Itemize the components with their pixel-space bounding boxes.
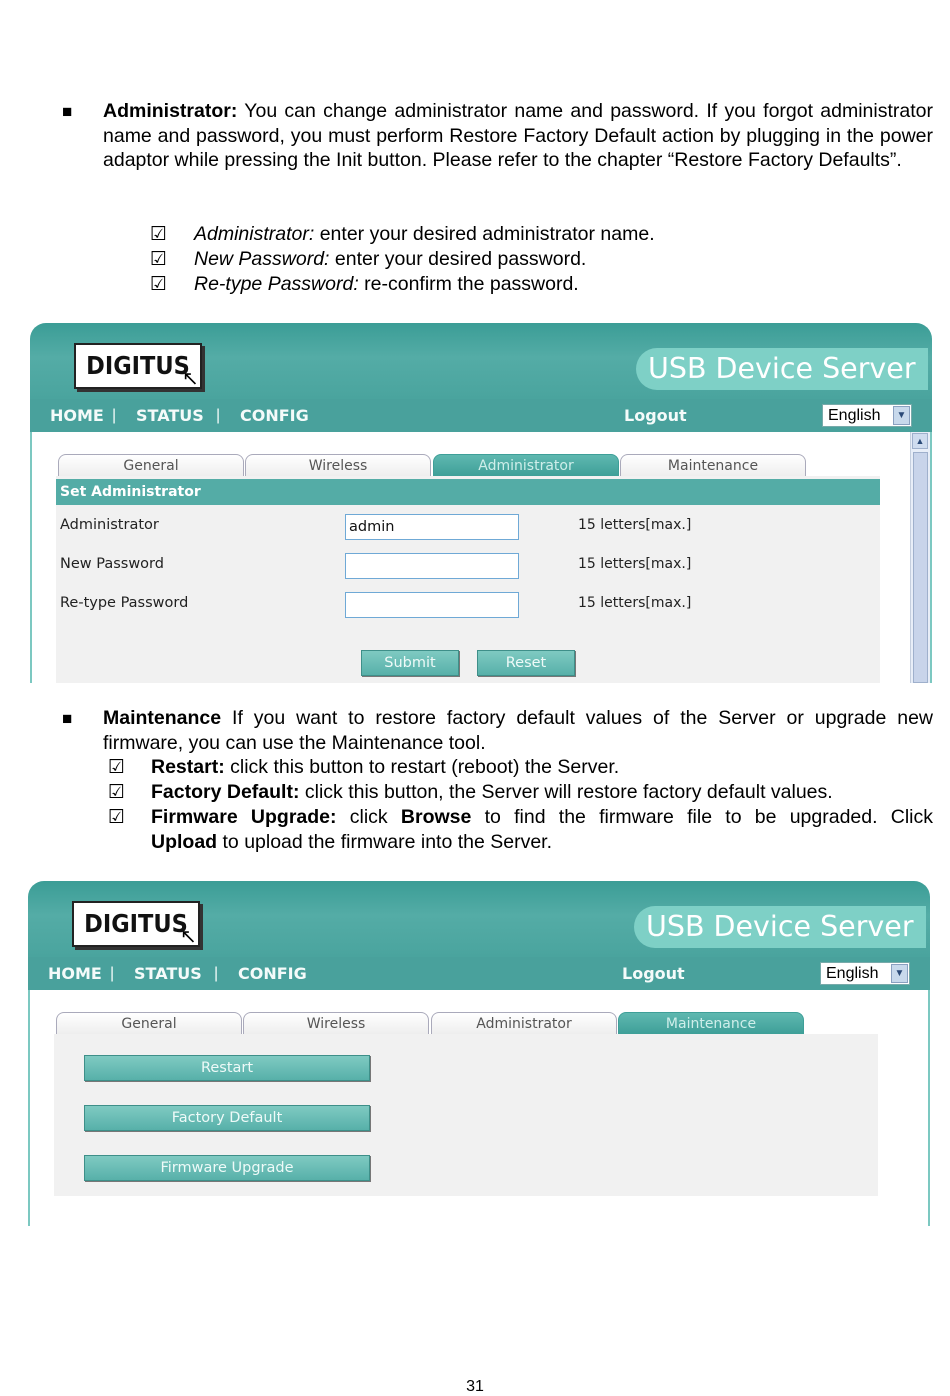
maintenance-item-firmware-line2 [151, 830, 552, 855]
nav-separator: | [110, 965, 115, 982]
maintenance-screenshot [28, 881, 930, 1226]
page-number: 31 [466, 1378, 484, 1395]
chevron-down-icon[interactable]: ▼ [891, 964, 908, 983]
admin-screenshot [30, 323, 932, 683]
item-text: enter your desired password. [329, 248, 587, 270]
tab-general[interactable]: General [56, 1012, 242, 1034]
checkbox-icon: ☑ [150, 223, 168, 245]
tab-wireless[interactable]: Wireless [245, 454, 431, 476]
admin-body [30, 432, 932, 683]
bullet-marker: ■ [62, 709, 73, 728]
new-password-input[interactable] [345, 553, 519, 579]
checkbox-icon: ☑ [150, 248, 168, 270]
checkbox-icon: ☑ [108, 781, 126, 803]
checkbox-icon: ☑ [108, 756, 126, 778]
browse-keyword: Browse [400, 806, 472, 828]
language-select[interactable] [820, 962, 910, 985]
admin-item-administrator [194, 222, 655, 247]
nav-separator: | [214, 965, 219, 982]
nav-bar [30, 399, 932, 432]
tab-wireless[interactable]: Wireless [243, 1012, 429, 1034]
reset-button[interactable]: Reset [477, 650, 575, 676]
tab-maintenance[interactable]: Maintenance [618, 1012, 804, 1034]
restart-button[interactable]: Restart [84, 1055, 370, 1081]
app-header [28, 881, 930, 957]
maintenance-text: If you want to restore factory default values of the Server or upgrade new firmware, you can use the Maintenance tool. [103, 707, 933, 754]
item-text: re-confirm the password. [358, 273, 579, 295]
field-hint: 15 letters[max.] [578, 517, 692, 533]
scroll-thumb[interactable] [913, 452, 928, 683]
item-text: click this button, the Server will restore factory default values. [299, 781, 833, 803]
tab-general[interactable]: General [58, 454, 244, 476]
nav-config[interactable]: CONFIG [238, 964, 307, 983]
item-label: Re-type Password: [194, 273, 359, 295]
field-label-new-password: New Password [60, 556, 164, 572]
item-label: Factory Default: [151, 781, 300, 803]
maintenance-item-factory-default [151, 780, 833, 805]
maintenance-panel [54, 1034, 878, 1196]
item-label: Firmware Upgrade: [151, 806, 337, 828]
admin-form [56, 476, 880, 683]
scroll-up-icon[interactable]: ▲ [912, 433, 928, 449]
logo-text: DIGITUS [84, 909, 188, 938]
item-text: click [336, 806, 401, 828]
language-select[interactable] [822, 404, 912, 427]
item-label: New Password: [194, 248, 330, 270]
field-hint: 15 letters[max.] [578, 595, 692, 611]
administrator-input[interactable]: admin [345, 514, 519, 540]
admin-item-retype-password [194, 272, 579, 297]
item-text: to find the firmware file to be upgraded. Click [471, 806, 933, 828]
item-label: Administrator: [194, 223, 315, 245]
retype-password-input[interactable] [345, 592, 519, 618]
logo-text: DIGITUS [86, 351, 190, 380]
product-banner [634, 906, 926, 948]
nav-status[interactable]: STATUS [134, 964, 202, 983]
factory-default-button[interactable]: Factory Default [84, 1105, 370, 1131]
banner-text: USB Device Server [646, 910, 914, 943]
maintenance-item-firmware-line1 [151, 805, 933, 830]
tab-administrator[interactable]: Administrator [433, 454, 619, 476]
field-hint: 15 letters[max.] [578, 556, 692, 572]
nav-config[interactable]: CONFIG [240, 406, 309, 425]
admin-text: You can change administrator name and password. If you forgot administrator name and password, you must perform Restore Factory Default action by plugging in the power adaptor while pressing the Init button. Please refer to the chapter “Restore Factory Defaults”. [103, 100, 933, 172]
field-label-retype-password: Re-type Password [60, 595, 189, 611]
admin-title: Administrator: [103, 100, 238, 122]
nav-logout[interactable]: Logout [624, 406, 687, 425]
maintenance-description [103, 706, 933, 755]
checkbox-icon: ☑ [150, 273, 168, 295]
maintenance-title: Maintenance [103, 707, 222, 729]
admin-description [103, 99, 933, 173]
item-text: enter your desired administrator name. [314, 223, 655, 245]
firmware-upgrade-button[interactable]: Firmware Upgrade [84, 1155, 370, 1181]
chevron-down-icon[interactable]: ▼ [893, 406, 910, 425]
product-banner [636, 348, 928, 390]
upload-keyword: Upload [151, 831, 218, 853]
nav-bar [28, 957, 930, 990]
nav-logout[interactable]: Logout [622, 964, 685, 983]
nav-separator: | [112, 407, 117, 424]
maintenance-body [28, 990, 930, 1226]
banner-text: USB Device Server [648, 352, 916, 385]
bullet-marker: ■ [62, 102, 73, 121]
checkbox-icon: ☑ [108, 806, 126, 828]
item-text: to upload the firmware into the Server. [217, 831, 553, 853]
maintenance-item-restart [151, 755, 619, 780]
cursor-icon: ↖ [182, 368, 199, 390]
section-title: Set Administrator [56, 479, 880, 505]
language-value: English [828, 407, 881, 424]
language-value: English [826, 965, 879, 982]
nav-separator: | [216, 407, 221, 424]
app-header [30, 323, 932, 399]
vertical-scrollbar[interactable] [910, 432, 930, 683]
nav-status[interactable]: STATUS [136, 406, 204, 425]
field-label-administrator: Administrator [60, 517, 159, 533]
tab-administrator[interactable]: Administrator [431, 1012, 617, 1034]
submit-button[interactable]: Submit [361, 650, 459, 676]
nav-home[interactable]: HOME [48, 964, 102, 983]
cursor-icon: ↖ [180, 926, 197, 948]
item-label: Restart: [151, 756, 225, 778]
tab-maintenance[interactable]: Maintenance [620, 454, 806, 476]
nav-home[interactable]: HOME [50, 406, 104, 425]
admin-item-new-password [194, 247, 586, 272]
item-text: click this button to restart (reboot) the Server. [224, 756, 620, 778]
